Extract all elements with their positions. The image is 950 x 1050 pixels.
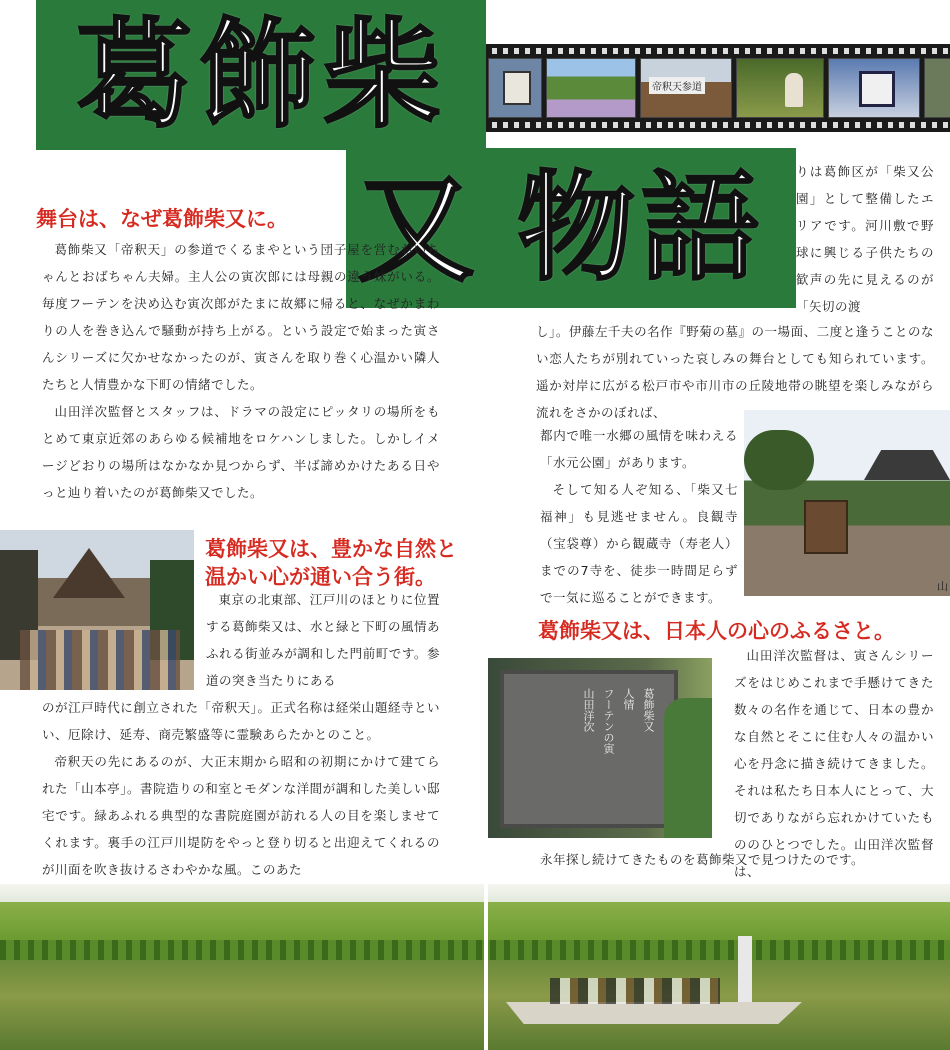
photo-edge-label: 山 [937, 580, 948, 593]
film-frame-lantern [828, 58, 920, 118]
title-line1-block [36, 0, 486, 150]
film-frame-garden [546, 58, 636, 118]
section3-paragraph-low1: 都内で唯一水郷の風情を味わえる「水元公園」があります。 [540, 428, 738, 470]
section2-body-narrow [206, 586, 440, 694]
film-frame-gate [640, 58, 732, 118]
section3-body-low [540, 422, 738, 611]
section4-paragraph-2: 永年探し続けてきたものを葛飾柴又で見つけたのです。 [540, 852, 865, 867]
photo-taishakuten-street [0, 530, 194, 690]
section2-paragraph-1b: のが江戸時代に創立された「帝釈天」。正式名称は経栄山題経寺といい、厄除け、延寿、商売繁盛等に霊験あらたかとのこと。 [42, 700, 440, 742]
section3-paragraph-low2: そして知る人ぞ知る、「柴又七福神」も見逃せません。良観寺（宝袋尊）から観蔵寺（寿老人）までの7寺を、徒歩一時間足らずで一気に巡ることができます。 [540, 482, 738, 605]
section4-paragraph-1: 山田洋次監督は、寅さんシリーズをはじめこれまで手懸けてきた数々の名作を通じて、日本の豊かな自然とそこに住む人々の温かい心を丹念に描き続けてきました。それは私たち日本人にとって、大切でありながら忘れかけていたもののひとつでした。山田洋次監督は、 [734, 648, 934, 879]
monument-col1: 葛飾柴又 [642, 688, 655, 732]
section2-heading-line2: 温かい心が通い合う街。 [205, 565, 436, 589]
monument-col3: フーテンの寅 [602, 688, 615, 754]
boat [506, 1002, 802, 1024]
section2-paragraph-2: 帝釈天の先にあるのが、大正末期から昭和の初期にかけて建てられた「山本亭」。書院造りの和室とモダンな洋間が調和した美しい邸宅です。緑あふれる典型的な書院庭園が訪れる人の目を楽しませてくれます。裏手の江戸川堤防をやっと登り切ると出迎えてくれるのが川面を吹き抜けるさわやかな風。このあた [42, 754, 440, 877]
photo-river-panorama [0, 884, 950, 1050]
section3-body-top [796, 158, 934, 320]
film-frame-gate-label: 帝釈天参道 [649, 77, 705, 94]
section3-paragraph-mid: し」。伊藤左千夫の名作『野菊の墓』の一場面、二度と逢うことのない恋人たちが別れていった哀しみの舞台としても知られています。遥か対岸に広がる松戸市や市川市の丘陵地帯の眺望を楽しみながら流れをさかのぼれば、 [536, 324, 934, 420]
section2-heading-line1: 葛飾柴又は、豊かな自然と [205, 537, 457, 561]
film-frame-farmer [736, 58, 824, 118]
section1-body [42, 236, 440, 506]
photo-yamamoto-tei-house [744, 410, 950, 596]
section2-body-wide [42, 694, 440, 883]
photo-monument [488, 658, 712, 838]
film-frame-sign [488, 58, 542, 118]
title-line1: 葛飾柴 [74, 6, 447, 144]
section3-paragraph-top: りは葛飾区が「柴又公園」として整備したエリアです。河川敷で野球に興じる子供たちの歓声の先に見えるのが「矢切の渡 [796, 164, 934, 314]
section1-paragraph-1: 葛飾柴又「帝釈天」の参道でくるまやという団子屋を営むおいちゃんとおばちゃん夫婦。主人公の寅次郎には母親の違う妹がいる。毎度フーテンを決め込む寅次郎がたまに故郷に帰ると、なぜかまわりの人を巻き込んで騒動が持ち上がる。という設定で始まった寅さんシリーズに欠かせなかったのが、寅さんを取り巻く心温かい隣人たちと人情豊かな下町の情緒でした。 [42, 242, 440, 392]
monument-col2: 人情 [622, 688, 635, 710]
title-line2-b: 物語 [516, 159, 765, 297]
film-frame-edge [924, 58, 950, 118]
section4-body-wide [540, 846, 938, 873]
title-line2-block-b [486, 148, 796, 308]
title-line2-a: 又 [356, 160, 475, 298]
monument-col4: 山田洋次 [582, 688, 595, 732]
film-strip [486, 44, 950, 132]
section1-heading: 舞台は、なぜ葛飾柴又に。 [36, 207, 288, 231]
section2-paragraph-1a: 東京の北東部、江戸川のほとりに位置する葛飾柴又は、水と緑と下町の風情あふれる街並みが調和した門前町です。参道の突き当たりにある [206, 592, 441, 688]
section1-paragraph-2: 山田洋次監督とスタッフは、ドラマの設定にピッタリの場所をもとめて東京近郊のあらゆる候補地をロケハンしました。しかしイメージどおりの場所はなかなか見つからず、半ば諦めかけたある日やっと辿り着いたのが葛飾柴又でした。 [42, 404, 440, 500]
section4-heading: 葛飾柴又は、日本人の心のふるさと。 [538, 619, 895, 643]
